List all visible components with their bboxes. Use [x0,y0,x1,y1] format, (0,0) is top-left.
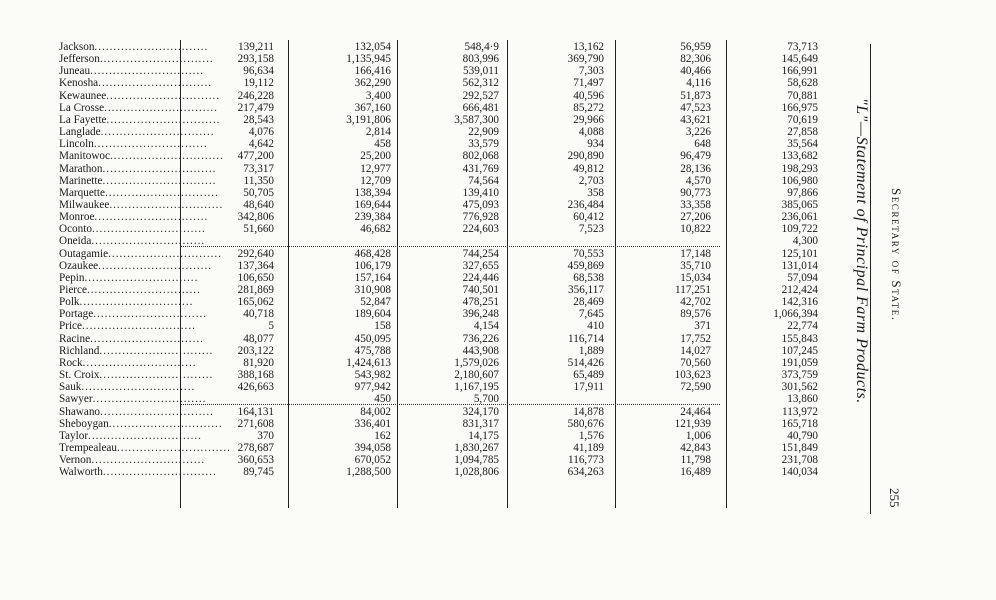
value-cell: 121,939 [674,417,711,430]
county-name: Juneau.............................. [59,65,204,78]
value-cell: 310,908 [354,284,391,296]
table-row [0,248,860,260]
county-name: Pierce.............................. [59,284,201,296]
value-cell: 410 [587,320,604,333]
value-cell: 17,911 [573,381,604,394]
value-cell: 292,527 [462,89,499,102]
value-cell: 40,718 [243,308,274,321]
value-cell: 648 [694,138,711,151]
value-cell: 5 [268,320,274,333]
value-cell: 736,226 [462,332,499,345]
value-cell: 236,061 [781,211,818,224]
value-cell: 13,860 [787,393,818,406]
value-cell: 51,660 [243,223,274,236]
value-cell: 70,619 [787,113,818,126]
value-cell: 41,189 [573,441,604,454]
table-row [0,406,860,418]
county-name: Oneida.............................. [59,235,206,248]
value-cell: 4,642 [248,138,274,151]
value-cell: 934 [587,138,604,151]
table-row [0,308,860,320]
county-name: Portage.............................. [59,308,208,321]
value-cell: 15,034 [680,271,711,284]
value-cell: 450 [374,393,391,406]
value-cell: 1,028,806 [454,466,499,479]
value-cell: 548,4·9 [464,41,499,53]
value-cell: 33,358 [680,198,711,211]
value-cell: 1,424,613 [346,356,391,369]
county-name: Ozaukee.............................. [59,259,213,272]
value-cell: 7,303 [578,65,604,78]
value-cell: 4,570 [685,174,711,187]
value-cell: 2,814 [365,126,391,139]
value-cell: 431,769 [462,162,499,175]
value-cell: 4,116 [686,77,711,90]
value-cell: 47,523 [680,101,711,114]
county-name: Outagamie.............................. [59,247,222,260]
table-row [0,90,860,102]
value-cell: 89,745 [243,466,274,479]
value-cell: 56,959 [680,41,711,53]
table-row [0,187,860,199]
value-cell: 14,027 [680,344,711,357]
value-cell: 169,644 [354,198,391,211]
table-row [0,41,860,53]
county-name: Kenosha.............................. [59,77,213,90]
value-cell: 293,158 [237,53,274,66]
value-cell: 65,489 [573,369,604,382]
value-cell: 478,251 [462,296,499,309]
value-cell: 831,317 [462,417,499,430]
table-row [0,126,860,138]
value-cell: 29,966 [573,113,604,126]
value-cell: 1,830,267 [454,441,499,454]
county-name: Vernon.............................. [59,454,206,467]
value-cell: 356,117 [568,284,604,296]
value-cell: 388,168 [237,369,274,382]
value-cell: 17,752 [680,332,711,345]
county-name: Sauk.............................. [59,381,196,394]
value-cell: 46,682 [360,223,391,236]
value-cell: 28,543 [243,113,274,126]
value-cell: 1,579,026 [454,356,499,369]
value-cell: 81,920 [243,356,274,369]
value-cell: 1,135,945 [346,53,391,66]
county-name: Lincoln.............................. [59,138,208,151]
value-cell: 7,523 [578,223,604,236]
table-row [0,296,860,308]
value-cell: 1,889 [578,344,604,357]
value-cell: 139,211 [238,41,274,53]
value-cell: 40,466 [680,65,711,78]
table-row [0,150,860,162]
county-name: Walworth.............................. [59,466,217,479]
value-cell: 336,401 [354,417,391,430]
value-cell: 40,790 [787,429,818,442]
value-cell: 70,881 [787,89,818,102]
value-cell: 4,154 [473,320,499,333]
value-cell: 977,942 [354,381,391,394]
value-cell: 16,489 [680,466,711,479]
value-cell: 42,843 [680,441,711,454]
value-cell: 48,077 [243,332,274,345]
value-cell: 113,972 [782,405,818,418]
value-cell: 132,054 [354,41,391,53]
value-cell: 73,713 [787,41,818,53]
table-row [0,466,860,478]
value-cell: 1,167,195 [454,381,499,394]
value-cell: 802,068 [462,150,499,163]
value-cell: 117,251 [675,284,711,296]
table-caption: "L"—Statement of Principal Farm Products. [853,98,870,404]
value-cell: 7,645 [578,308,604,321]
county-name: Manitowoc.............................. [59,150,224,163]
value-cell: 68,538 [573,271,604,284]
value-cell: 670,052 [354,454,391,467]
county-name: Marinette.............................. [59,174,217,187]
value-cell: 13,162 [573,41,604,53]
value-cell: 107,245 [781,344,818,357]
value-cell: 138,394 [354,186,391,199]
value-cell: 543,982 [354,369,391,382]
value-cell: 137,364 [237,259,274,272]
value-cell: 57,094 [787,271,818,284]
value-cell: 539,011 [463,65,499,78]
value-cell: 96,479 [680,150,711,163]
value-cell: 394,058 [354,441,391,454]
value-cell: 165,062 [237,296,274,309]
value-cell: 97,866 [787,186,818,199]
value-cell: 82,306 [680,53,711,66]
value-cell: 106,179 [354,259,391,272]
value-cell: 271,608 [237,417,274,430]
value-cell: 246,228 [237,89,274,102]
value-cell: 292,640 [237,247,274,260]
county-name: Sawyer.............................. [59,393,207,406]
value-cell: 634,263 [567,466,604,479]
value-cell: 12,977 [360,162,391,175]
county-name: Langlade.............................. [59,126,215,139]
county-name: Taylor.............................. [59,429,202,442]
value-cell: 370 [257,429,274,442]
value-cell: 514,426 [567,356,604,369]
table-row [0,65,860,77]
value-cell: 236,484 [567,198,604,211]
table-row [0,333,860,345]
value-cell: 35,564 [787,138,818,151]
value-cell: 50,705 [243,186,274,199]
value-cell: 49,812 [573,162,604,175]
value-cell: 477,200 [237,150,274,163]
table-row [0,272,860,284]
value-cell: 109,722 [781,223,818,236]
value-cell: 203,122 [237,344,274,357]
caption-rule [870,44,871,514]
value-cell: 145,649 [781,53,818,66]
value-cell: 562,312 [462,77,499,90]
value-cell: 51,873 [680,89,711,102]
table-row [0,102,860,114]
value-cell: 11,798 [680,454,711,467]
value-cell: 11,350 [243,174,274,187]
value-cell: 776,928 [462,211,499,224]
value-cell: 369,790 [567,53,604,66]
value-cell: 60,412 [573,211,604,224]
value-cell: 106,980 [781,174,818,187]
value-cell: 58,628 [787,77,818,90]
value-cell: 468,428 [354,247,391,260]
county-name: Polk.............................. [59,296,194,309]
value-cell: 133,682 [781,150,818,163]
value-cell: 10,822 [680,223,711,236]
value-cell: 385,065 [781,198,818,211]
county-name: Trempealeau.............................. [59,441,231,454]
table-row [0,381,860,393]
value-cell: 35,710 [680,259,711,272]
table-row [0,211,860,223]
value-cell: 162 [374,429,391,442]
value-cell: 12,709 [360,174,391,187]
table-row [0,418,860,430]
value-cell: 166,416 [354,65,391,78]
table-row [0,430,860,442]
value-cell: 84,002 [360,405,391,418]
value-cell: 580,676 [567,417,604,430]
county-name: St. Croix.............................. [59,369,214,382]
value-cell: 459,869 [567,259,604,272]
county-name: Marathon.............................. [59,162,217,175]
county-name: Pepin.............................. [59,271,199,284]
value-cell: 116,714 [568,332,604,345]
table-row [0,199,860,211]
table-row [0,442,860,454]
county-name: Oconto.............................. [59,223,206,236]
value-cell: 22,774 [787,320,818,333]
value-cell: 475,093 [462,198,499,211]
value-cell: 24,464 [680,405,711,418]
value-cell: 217,479 [237,101,274,114]
value-cell: 28,469 [573,296,604,309]
value-cell: 40,596 [573,89,604,102]
value-cell: 2,703 [578,174,604,187]
value-cell: 22,909 [468,126,499,139]
value-cell: 43,621 [680,113,711,126]
value-cell: 367,160 [354,101,391,114]
value-cell: 116,773 [568,454,604,467]
table-row [0,357,860,369]
value-cell: 475,788 [354,344,391,357]
value-cell: 166,975 [781,101,818,114]
county-name: Kewaunee.............................. [59,89,221,102]
value-cell: 231,708 [781,454,818,467]
table-row [0,345,860,357]
county-name: La Fayette.............................. [59,113,221,126]
value-cell: 3,587,300 [454,113,499,126]
value-cell: 17,148 [680,247,711,260]
value-cell: 33,579 [468,138,499,151]
value-cell: 212,424 [781,284,818,296]
value-cell: 224,603 [462,223,499,236]
value-cell: 450,095 [354,332,391,345]
county-name: Jackson.............................. [59,41,209,53]
value-cell: 744,254 [462,247,499,260]
value-cell: 155,843 [781,332,818,345]
value-cell: 2,180,607 [454,369,499,382]
value-cell: 74,564 [468,174,499,187]
value-cell: 157,164 [354,271,391,284]
value-cell: 71,497 [573,77,604,90]
value-cell: 373,759 [781,369,818,382]
value-cell: 125,101 [781,247,818,260]
county-name: Milwaukee.............................. [59,198,224,211]
value-cell: 164,131 [237,405,274,418]
value-cell: 371 [694,320,711,333]
page-number: 255 [887,488,902,508]
value-cell: 89,576 [680,308,711,321]
value-cell: 151,849 [781,441,818,454]
table-row [0,223,860,235]
value-cell: 4,088 [578,126,604,139]
county-name: Monroe.............................. [59,211,209,224]
value-cell: 224,446 [462,271,499,284]
value-cell: 90,773 [680,186,711,199]
value-cell: 3,191,806 [346,113,391,126]
value-cell: 803,996 [462,53,499,66]
table-row [0,284,860,296]
value-cell: 158 [374,320,391,333]
value-cell: 191,059 [781,356,818,369]
value-cell: 3,400 [365,89,391,102]
value-cell: 342,806 [237,211,274,224]
county-name: Sheboygan.............................. [59,417,223,430]
value-cell: 4,076 [248,126,274,139]
value-cell: 443,908 [462,344,499,357]
county-name: Racine.............................. [59,332,204,345]
value-cell: 301,562 [781,381,818,394]
value-cell: 106,650 [237,271,274,284]
table-row [0,320,860,332]
value-cell: 103,623 [674,369,711,382]
county-name: Richland.............................. [59,344,214,357]
value-cell: 327,655 [462,259,499,272]
value-cell: 1,006 [685,429,711,442]
value-cell: 165,718 [781,417,818,430]
value-cell: 96,634 [243,65,274,78]
county-name: La Crosse.............................. [59,101,218,114]
table-row [0,138,860,150]
table-row [0,454,860,466]
value-cell: 14,175 [468,429,499,442]
value-cell: 25,200 [360,150,391,163]
value-cell: 28,136 [680,162,711,175]
value-cell: 85,272 [573,101,604,114]
value-cell: 70,560 [680,356,711,369]
value-cell: 27,858 [787,126,818,139]
value-cell: 189,604 [354,308,391,321]
value-cell: 1,066,394 [773,308,818,321]
value-cell: 131,014 [781,259,818,272]
county-name: Marquette.............................. [59,186,219,199]
county-name: Price.............................. [59,320,196,333]
value-cell: 426,663 [237,381,274,394]
table-row [0,114,860,126]
table-row [0,77,860,89]
value-cell: 740,501 [462,284,499,296]
county-name: Shawano.............................. [59,405,214,418]
value-cell: 358 [587,186,604,199]
value-cell: 666,481 [462,101,499,114]
value-cell: 1,576 [578,429,604,442]
value-cell: 5,700 [473,393,499,406]
value-cell: 1,288,500 [346,466,391,479]
table-row [0,163,860,175]
value-cell: 1,094,785 [454,454,499,467]
value-cell: 52,847 [360,296,391,309]
value-cell: 166,991 [781,65,818,78]
value-cell: 14,878 [573,405,604,418]
value-cell: 73,317 [243,162,274,175]
table-row [0,53,860,65]
table-row [0,260,860,272]
value-cell: 198,293 [781,162,818,175]
value-cell: 142,316 [781,296,818,309]
value-cell: 4,300 [792,235,818,248]
county-name: Rock.............................. [59,356,197,369]
value-cell: 70,553 [573,247,604,260]
value-cell: 458 [374,138,391,151]
value-cell: 324,170 [462,405,499,418]
value-cell: 139,410 [462,186,499,199]
value-cell: 360,653 [237,454,274,467]
value-cell: 281,869 [237,284,274,296]
table-row [0,369,860,381]
value-cell: 27,206 [680,211,711,224]
value-cell: 239,384 [354,211,391,224]
running-header: Secretary of State. [889,188,904,322]
value-cell: 48,640 [243,198,274,211]
value-cell: 362,290 [354,77,391,90]
value-cell: 140,034 [781,466,818,479]
table-row [0,175,860,187]
value-cell: 396,248 [462,308,499,321]
value-cell: 3,226 [685,126,711,139]
value-cell: 290,890 [567,150,604,163]
county-name: Jefferson.............................. [59,53,214,66]
value-cell: 19,112 [243,77,274,90]
value-cell: 72,590 [680,381,711,394]
value-cell: 278,687 [237,441,274,454]
value-cell: 42,702 [680,296,711,309]
